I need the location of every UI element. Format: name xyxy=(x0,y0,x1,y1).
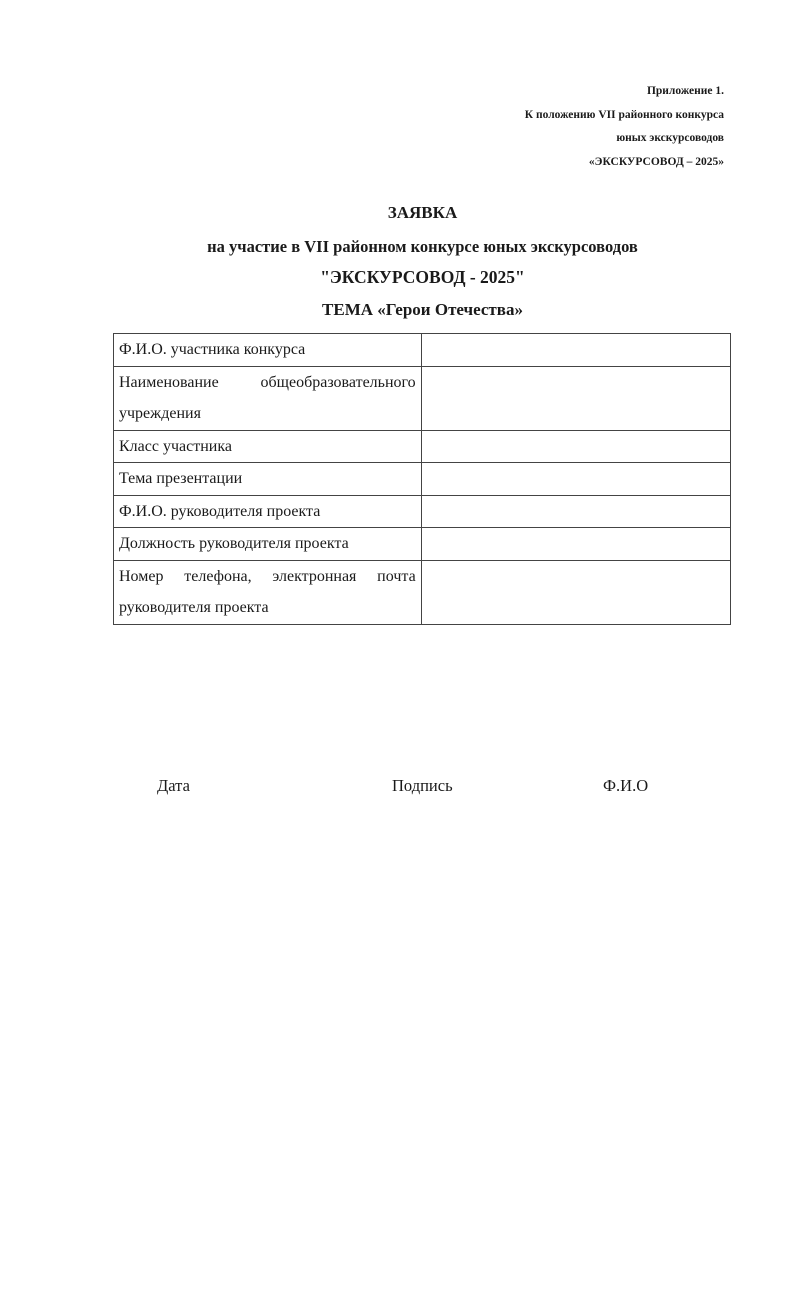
contest-theme: ТЕМА «Герои Отечества» xyxy=(322,300,523,319)
row-label xyxy=(114,495,422,528)
school-name-field[interactable] xyxy=(421,366,730,430)
table-row xyxy=(114,528,731,561)
appendix-line-4: «ЭКСКУРСОВОД – 2025» xyxy=(588,155,724,168)
row-label xyxy=(114,560,422,624)
participant-name-field[interactable] xyxy=(421,334,730,367)
supervisor-contact-field[interactable] xyxy=(421,560,730,624)
row-label xyxy=(114,366,422,430)
row-label-text-continued: учреждения xyxy=(119,405,201,422)
signature-label: Подпись xyxy=(392,776,453,795)
appendix-header xyxy=(525,80,724,174)
supervisor-position-field[interactable] xyxy=(421,528,730,561)
row-label-text: Ф.И.О. участника конкурса xyxy=(119,341,306,358)
table-row xyxy=(114,334,731,367)
table-row xyxy=(114,463,731,496)
row-label-text: Ф.И.О. руководителя проекта xyxy=(119,502,321,520)
appendix-line-2: К положению VII районного конкурса xyxy=(524,108,724,121)
document-subtitle: на участие в VII районном конкурсе юных экскурсоводов xyxy=(207,237,638,256)
row-label xyxy=(114,430,422,463)
row-label-text: Номер телефона, электронная почта xyxy=(119,567,416,585)
row-label-text: Класс участника xyxy=(119,437,232,455)
appendix-line-1: Приложение 1. xyxy=(646,85,724,97)
table-row xyxy=(114,430,731,463)
document-title: ЗАЯВКА xyxy=(387,203,458,222)
supervisor-name-field[interactable] xyxy=(421,495,730,528)
row-label-text-continued: руководителя проекта xyxy=(119,599,269,616)
table-row xyxy=(114,560,731,624)
row-label-text: Наименование общеобразовательного xyxy=(119,373,416,391)
row-label xyxy=(114,334,422,367)
row-label-text: Тема презентации xyxy=(119,470,243,487)
table-row xyxy=(114,495,731,528)
row-label-text: Должность руководителя проекта xyxy=(119,535,349,552)
participant-grade-field[interactable] xyxy=(421,430,730,463)
appendix-line-3: юных экскурсоводов xyxy=(616,132,724,144)
contest-name: "ЭКСКУРСОВОД - 2025" xyxy=(320,267,525,287)
application-form-table xyxy=(113,333,731,625)
table-row xyxy=(114,366,731,430)
full-name-label: Ф.И.О xyxy=(603,776,649,795)
row-label xyxy=(114,463,422,496)
presentation-topic-field[interactable] xyxy=(421,463,730,496)
row-label xyxy=(114,528,422,561)
date-label: Дата xyxy=(157,776,190,795)
